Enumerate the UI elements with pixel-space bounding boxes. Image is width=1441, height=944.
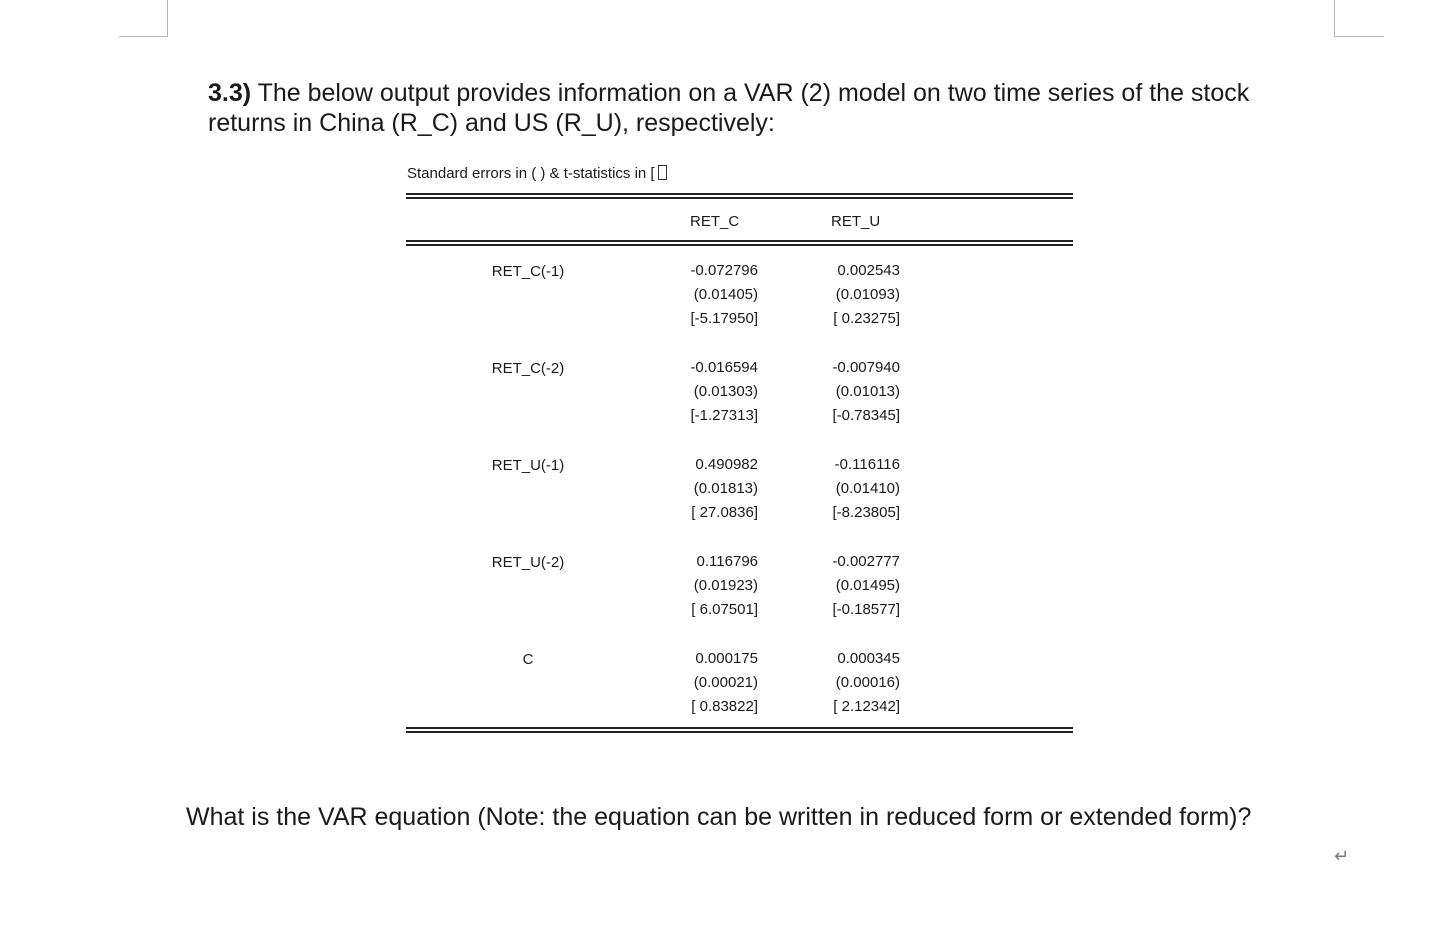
coefficient: -0.002777	[832, 553, 900, 570]
standard-error: (0.01495)	[835, 577, 900, 594]
row-label: C	[522, 651, 534, 668]
t-statistic: [ 27.0836]	[691, 504, 758, 521]
question-text: The below output provides information on a VAR (2) model on two time series of the stock returns in China (R_C) and US (R_U), respectively:	[208, 79, 1250, 137]
row-label: RET_C(-1)	[491, 263, 565, 280]
t-statistic: [-5.17950]	[690, 310, 758, 327]
table-bottom-rule	[406, 727, 1073, 729]
standard-error: (0.01410)	[835, 480, 900, 497]
cell-ret-u	[790, 550, 900, 622]
standard-error: (0.00016)	[835, 674, 900, 691]
cell-ret-u	[790, 356, 900, 428]
standard-error: (0.01923)	[693, 577, 758, 594]
page-corner-mark	[167, 0, 168, 37]
cell-ret-u	[790, 453, 900, 525]
table-top-rule	[406, 197, 1073, 199]
column-header-ret-c: RET_C	[690, 213, 740, 230]
t-statistic: [ 6.07501]	[691, 601, 758, 618]
question-paragraph[interactable]	[208, 78, 1298, 138]
caption-text: Standard errors in ( ) & t-statistics in [	[407, 165, 655, 182]
standard-error: (0.01013)	[835, 383, 900, 400]
coefficient: -0.072796	[690, 262, 758, 279]
followup-question[interactable]: What is the VAR equation (Note: the equation can be written in reduced form or extended form)?	[186, 803, 1252, 831]
t-statistic: [-1.27313]	[690, 407, 758, 424]
cell-ret-c	[648, 647, 758, 719]
row-label: RET_U(-2)	[491, 554, 565, 571]
coefficient: 0.002543	[837, 262, 900, 279]
coefficient: 0.116796	[696, 553, 758, 570]
standard-error: (0.01093)	[835, 286, 900, 303]
header-bottom-rule	[406, 240, 1073, 242]
page-corner-mark	[1334, 36, 1384, 37]
table-top-rule	[406, 193, 1073, 195]
paragraph-mark-icon: ↵	[1334, 846, 1350, 867]
cell-ret-u	[790, 259, 900, 331]
page-corner-mark	[119, 36, 168, 37]
t-statistic: [ 2.12342]	[833, 698, 900, 715]
standard-error: (0.01405)	[693, 286, 758, 303]
standard-error: (0.00021)	[693, 674, 758, 691]
table-bottom-rule	[406, 731, 1073, 733]
question-number: 3.3)	[208, 79, 252, 107]
cell-ret-c	[648, 356, 758, 428]
coefficient: 0.000175	[695, 650, 758, 667]
cell-ret-u	[790, 647, 900, 719]
row-label: RET_U(-1)	[491, 457, 565, 474]
cell-ret-c	[648, 550, 758, 622]
coefficient: -0.016594	[690, 359, 758, 376]
page-corner-mark	[1334, 0, 1335, 37]
t-statistic: [ 0.23275]	[833, 310, 900, 327]
t-statistic: [ 0.83822]	[691, 698, 758, 715]
bracket-glyph	[658, 165, 667, 180]
coefficient: 0.490982	[695, 456, 758, 473]
table-caption	[407, 165, 667, 182]
t-statistic: [-8.23805]	[832, 504, 900, 521]
cell-ret-c	[648, 453, 758, 525]
column-header-ret-u: RET_U	[831, 213, 881, 230]
t-statistic: [-0.18577]	[832, 601, 900, 618]
coefficient: -0.007940	[832, 359, 900, 376]
standard-error: (0.01813)	[693, 480, 758, 497]
header-bottom-rule	[406, 244, 1073, 246]
t-statistic: [-0.78345]	[832, 407, 900, 424]
standard-error: (0.01303)	[693, 383, 758, 400]
coefficient: 0.000345	[837, 650, 900, 667]
coefficient: -0.116116	[834, 456, 900, 473]
cell-ret-c	[648, 259, 758, 331]
row-label: RET_C(-2)	[491, 360, 565, 377]
